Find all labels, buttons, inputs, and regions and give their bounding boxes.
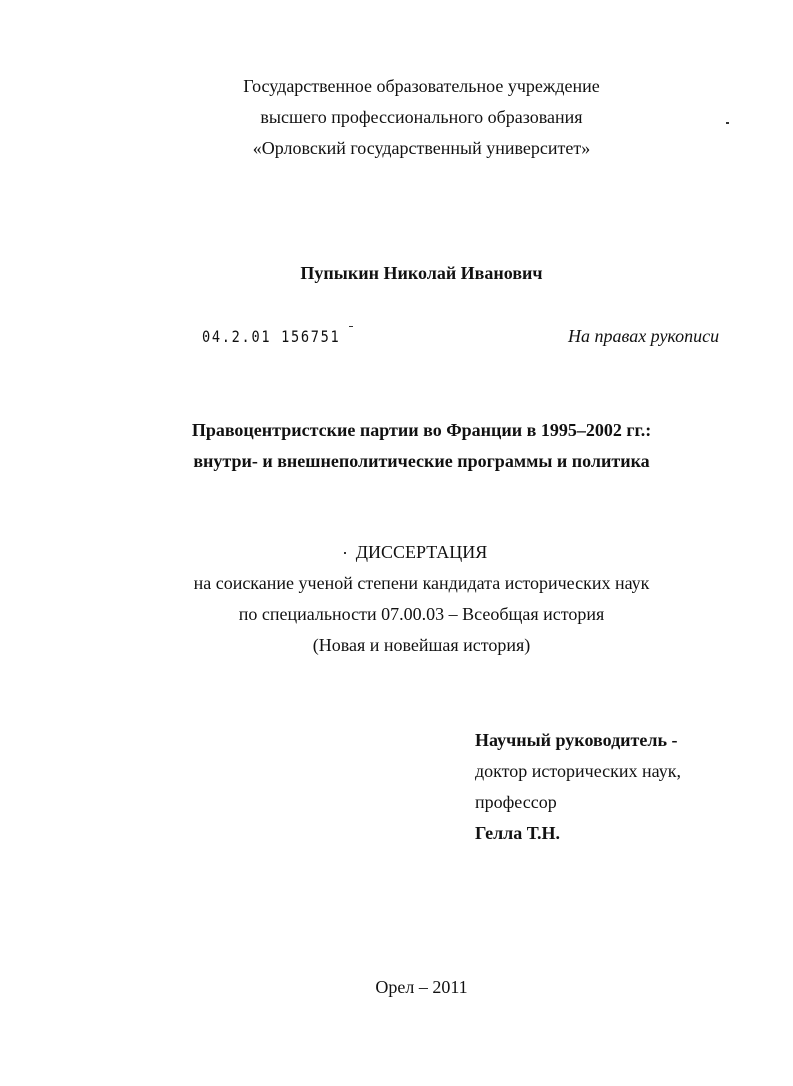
dissertation-line-3: (Новая и новейшая история) (312, 635, 531, 655)
rights-note: На правах рукописи (568, 326, 720, 346)
scan-speck (344, 552, 346, 554)
supervisor-name: Гелла Т.Н. (475, 823, 560, 843)
supervisor-label: Научный руководитель - (475, 730, 678, 750)
registration-stamp: 04.2.01 156751 (202, 327, 341, 346)
title-line-2: внутри- и внешнеполитические программы и политика (193, 451, 650, 471)
supervisor-degree: доктор исторических наук, (475, 761, 681, 781)
dissertation-heading: ДИССЕРТАЦИЯ (355, 542, 488, 562)
dissertation-line-1: на соискание ученой степени кандидата исторических наук (193, 573, 650, 593)
institution-line-1: Государственное образовательное учреждение (243, 76, 600, 96)
scan-speck (349, 326, 353, 327)
institution-line-3: «Орловский государственный университет» (252, 138, 591, 158)
place-year: Орел – 2011 (375, 977, 468, 997)
author-name: Пупыкин Николай Иванович (300, 263, 543, 283)
dissertation-line-2: по специальности 07.00.03 – Всеобщая история (238, 604, 605, 624)
supervisor-rank: профессор (475, 792, 557, 812)
title-line-1: Правоцентристские партии во Франции в 1995–2002 гг.: (191, 420, 652, 440)
scan-speck (726, 122, 729, 124)
institution-line-2: высшего профессионального образования (260, 107, 583, 127)
